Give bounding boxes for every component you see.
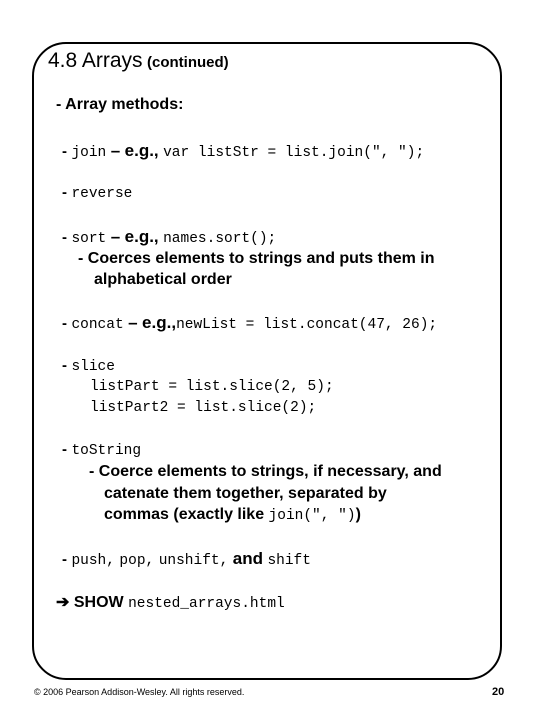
note-text-end: )	[355, 506, 361, 523]
bullet-dash: -	[62, 229, 67, 246]
comma: ,	[145, 553, 155, 569]
tostring-item	[62, 441, 141, 459]
inline-code: join(", ")	[268, 508, 356, 524]
tostring-note-line3	[104, 506, 361, 524]
concat-item	[62, 313, 437, 333]
code-example: newList = list.concat(47, 26);	[176, 317, 438, 333]
arrow-right-icon: ➔	[56, 594, 70, 611]
copyright-footer: © 2006 Pearson Addison-Wesley. All rights reserved.	[34, 687, 245, 697]
slice-code-line1: listPart = list.slice(2, 5);	[90, 379, 334, 395]
bullet-dash: -	[62, 441, 67, 458]
bullet-dash: -	[62, 143, 67, 160]
separator: –	[110, 141, 121, 160]
code-example: names.sort();	[163, 231, 277, 247]
method-name: join	[71, 145, 107, 161]
slice-code-line2: listPart2 = list.slice(2);	[90, 400, 317, 416]
eg-label: e.g.,	[124, 141, 159, 160]
separator: –	[110, 227, 121, 246]
method-name: slice	[71, 359, 115, 375]
method-name: toString	[71, 443, 142, 459]
tostring-note-line1: - Coerce elements to strings, if necessary, and	[89, 463, 442, 480]
file-name: nested_arrays.html	[128, 596, 285, 612]
separator: –	[128, 313, 138, 332]
bullet-dash: -	[62, 357, 67, 374]
reverse-item	[62, 184, 132, 202]
comma: ,	[219, 553, 229, 569]
tostring-note-line2: catenate them together, separated by	[104, 485, 387, 502]
and-word: and	[232, 549, 263, 568]
title-suffix: (continued)	[147, 54, 229, 71]
method-pop: pop	[119, 553, 146, 569]
method-shift: shift	[267, 553, 311, 569]
eg-label: e.g.,	[142, 313, 177, 332]
show-label: SHOW	[73, 594, 124, 611]
method-name: concat	[71, 317, 124, 333]
sort-note-line1: - Coerces elements to strings and puts them in	[78, 250, 435, 267]
join-item	[62, 141, 424, 161]
slice-item	[62, 357, 115, 375]
sort-item	[62, 227, 276, 247]
method-unshift: unshift	[158, 553, 220, 569]
bullet-dash: -	[62, 551, 67, 568]
code-example: var listStr = list.join(", ");	[163, 145, 425, 161]
slide-title	[48, 49, 229, 73]
title-text: 4.8 Arrays	[48, 49, 143, 72]
note-text: commas (exactly like	[104, 506, 265, 523]
sort-note-line2: alphabetical order	[94, 271, 232, 288]
bullet-dash: -	[62, 315, 67, 332]
show-line	[56, 592, 285, 612]
push-pop-item	[62, 549, 311, 569]
method-name: sort	[71, 231, 107, 247]
eg-label: e.g.,	[124, 227, 159, 246]
comma: ,	[106, 553, 115, 569]
section-heading: - Array methods:	[56, 96, 184, 113]
page-number: 20	[492, 686, 505, 698]
bullet-dash: -	[62, 184, 67, 201]
method-name: reverse	[71, 186, 133, 202]
method-push: push	[71, 553, 107, 569]
